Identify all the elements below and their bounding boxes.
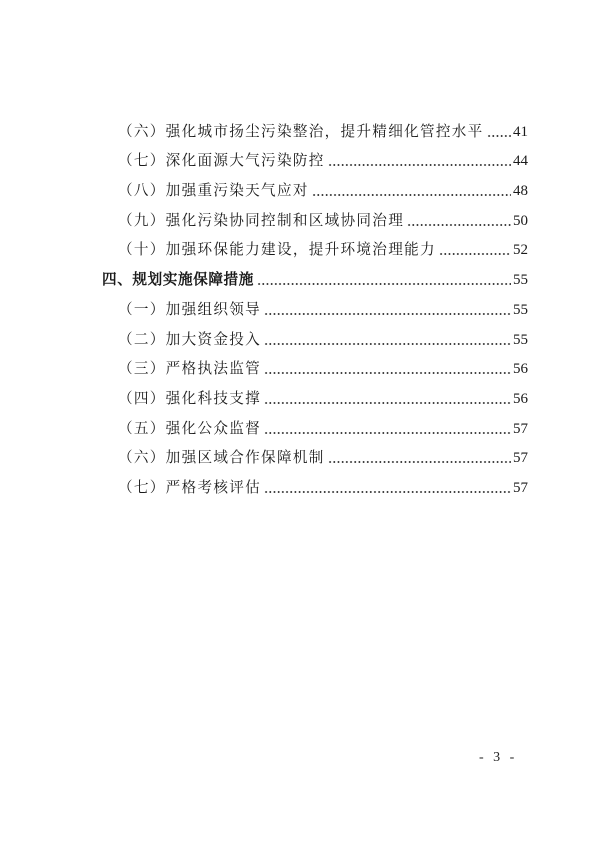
toc-entry-page: 55 xyxy=(513,272,528,289)
toc-entry[interactable] xyxy=(118,409,528,439)
dot-leader xyxy=(264,432,511,434)
toc-section-label: 四、规划实施保障措施 xyxy=(102,271,254,289)
toc-entry[interactable] xyxy=(118,439,528,469)
toc-entry[interactable] xyxy=(118,379,528,409)
toc-entry-label: （六）强化城市扬尘污染整治，提升精细化管控水平 xyxy=(118,122,484,140)
dot-leader xyxy=(264,372,511,374)
toc-entry[interactable] xyxy=(118,112,528,142)
toc-entry[interactable] xyxy=(118,468,528,498)
dot-leader xyxy=(257,283,511,285)
dot-leader xyxy=(439,253,511,255)
toc-entry[interactable] xyxy=(118,171,528,201)
toc-entry-page: 50 xyxy=(513,212,528,229)
toc-entry[interactable] xyxy=(118,320,528,350)
toc-entry-label: （四）强化科技支撑 xyxy=(118,389,262,407)
page-number: - 3 - xyxy=(479,750,518,765)
toc-entry-page: 48 xyxy=(513,183,528,200)
toc-entry-label: （十）加强环保能力建设，提升环境治理能力 xyxy=(118,241,436,259)
toc-entry-label: （五）强化公众监督 xyxy=(118,419,262,437)
toc-entry-page: 55 xyxy=(513,301,528,318)
toc-entry-label: （六）加强区域合作保障机制 xyxy=(118,449,325,467)
dot-leader xyxy=(328,461,511,463)
toc-entry-page: 52 xyxy=(513,242,528,259)
toc-entry-page: 55 xyxy=(513,331,528,348)
toc-entry[interactable] xyxy=(118,142,528,172)
toc-entry-label: （二）加大资金投入 xyxy=(118,330,262,348)
toc-entry-page: 57 xyxy=(513,420,528,437)
toc-entry-label: （九）强化污染协同控制和区域协同治理 xyxy=(118,211,405,229)
table-of-contents xyxy=(102,112,528,498)
toc-entry-label: （三）严格执法监管 xyxy=(118,360,262,378)
toc-entry-label: （七）严格考核评估 xyxy=(118,478,262,496)
toc-entry-label: （一）加强组织领导 xyxy=(118,300,262,318)
toc-entry[interactable] xyxy=(118,231,528,261)
dot-leader xyxy=(264,343,511,345)
toc-entry-page: 44 xyxy=(513,153,528,170)
dot-leader xyxy=(487,135,511,137)
toc-entry[interactable] xyxy=(118,290,528,320)
dot-leader xyxy=(264,402,511,404)
dot-leader xyxy=(264,313,511,315)
toc-entry-label: （八）加强重污染天气应对 xyxy=(118,182,309,200)
toc-entry-page: 41 xyxy=(513,123,528,140)
dot-leader xyxy=(407,224,511,226)
toc-entry-label: （七）深化面源大气污染防控 xyxy=(118,152,325,170)
toc-entry-page: 56 xyxy=(513,361,528,378)
toc-entry[interactable] xyxy=(118,201,528,231)
dot-leader xyxy=(328,164,511,166)
toc-section-entry[interactable] xyxy=(102,260,528,290)
dot-leader xyxy=(264,491,511,493)
dot-leader xyxy=(312,194,511,196)
toc-entry-page: 57 xyxy=(513,450,528,467)
toc-entry-page: 57 xyxy=(513,479,528,496)
toc-entry[interactable] xyxy=(118,350,528,380)
toc-entry-page: 56 xyxy=(513,390,528,407)
